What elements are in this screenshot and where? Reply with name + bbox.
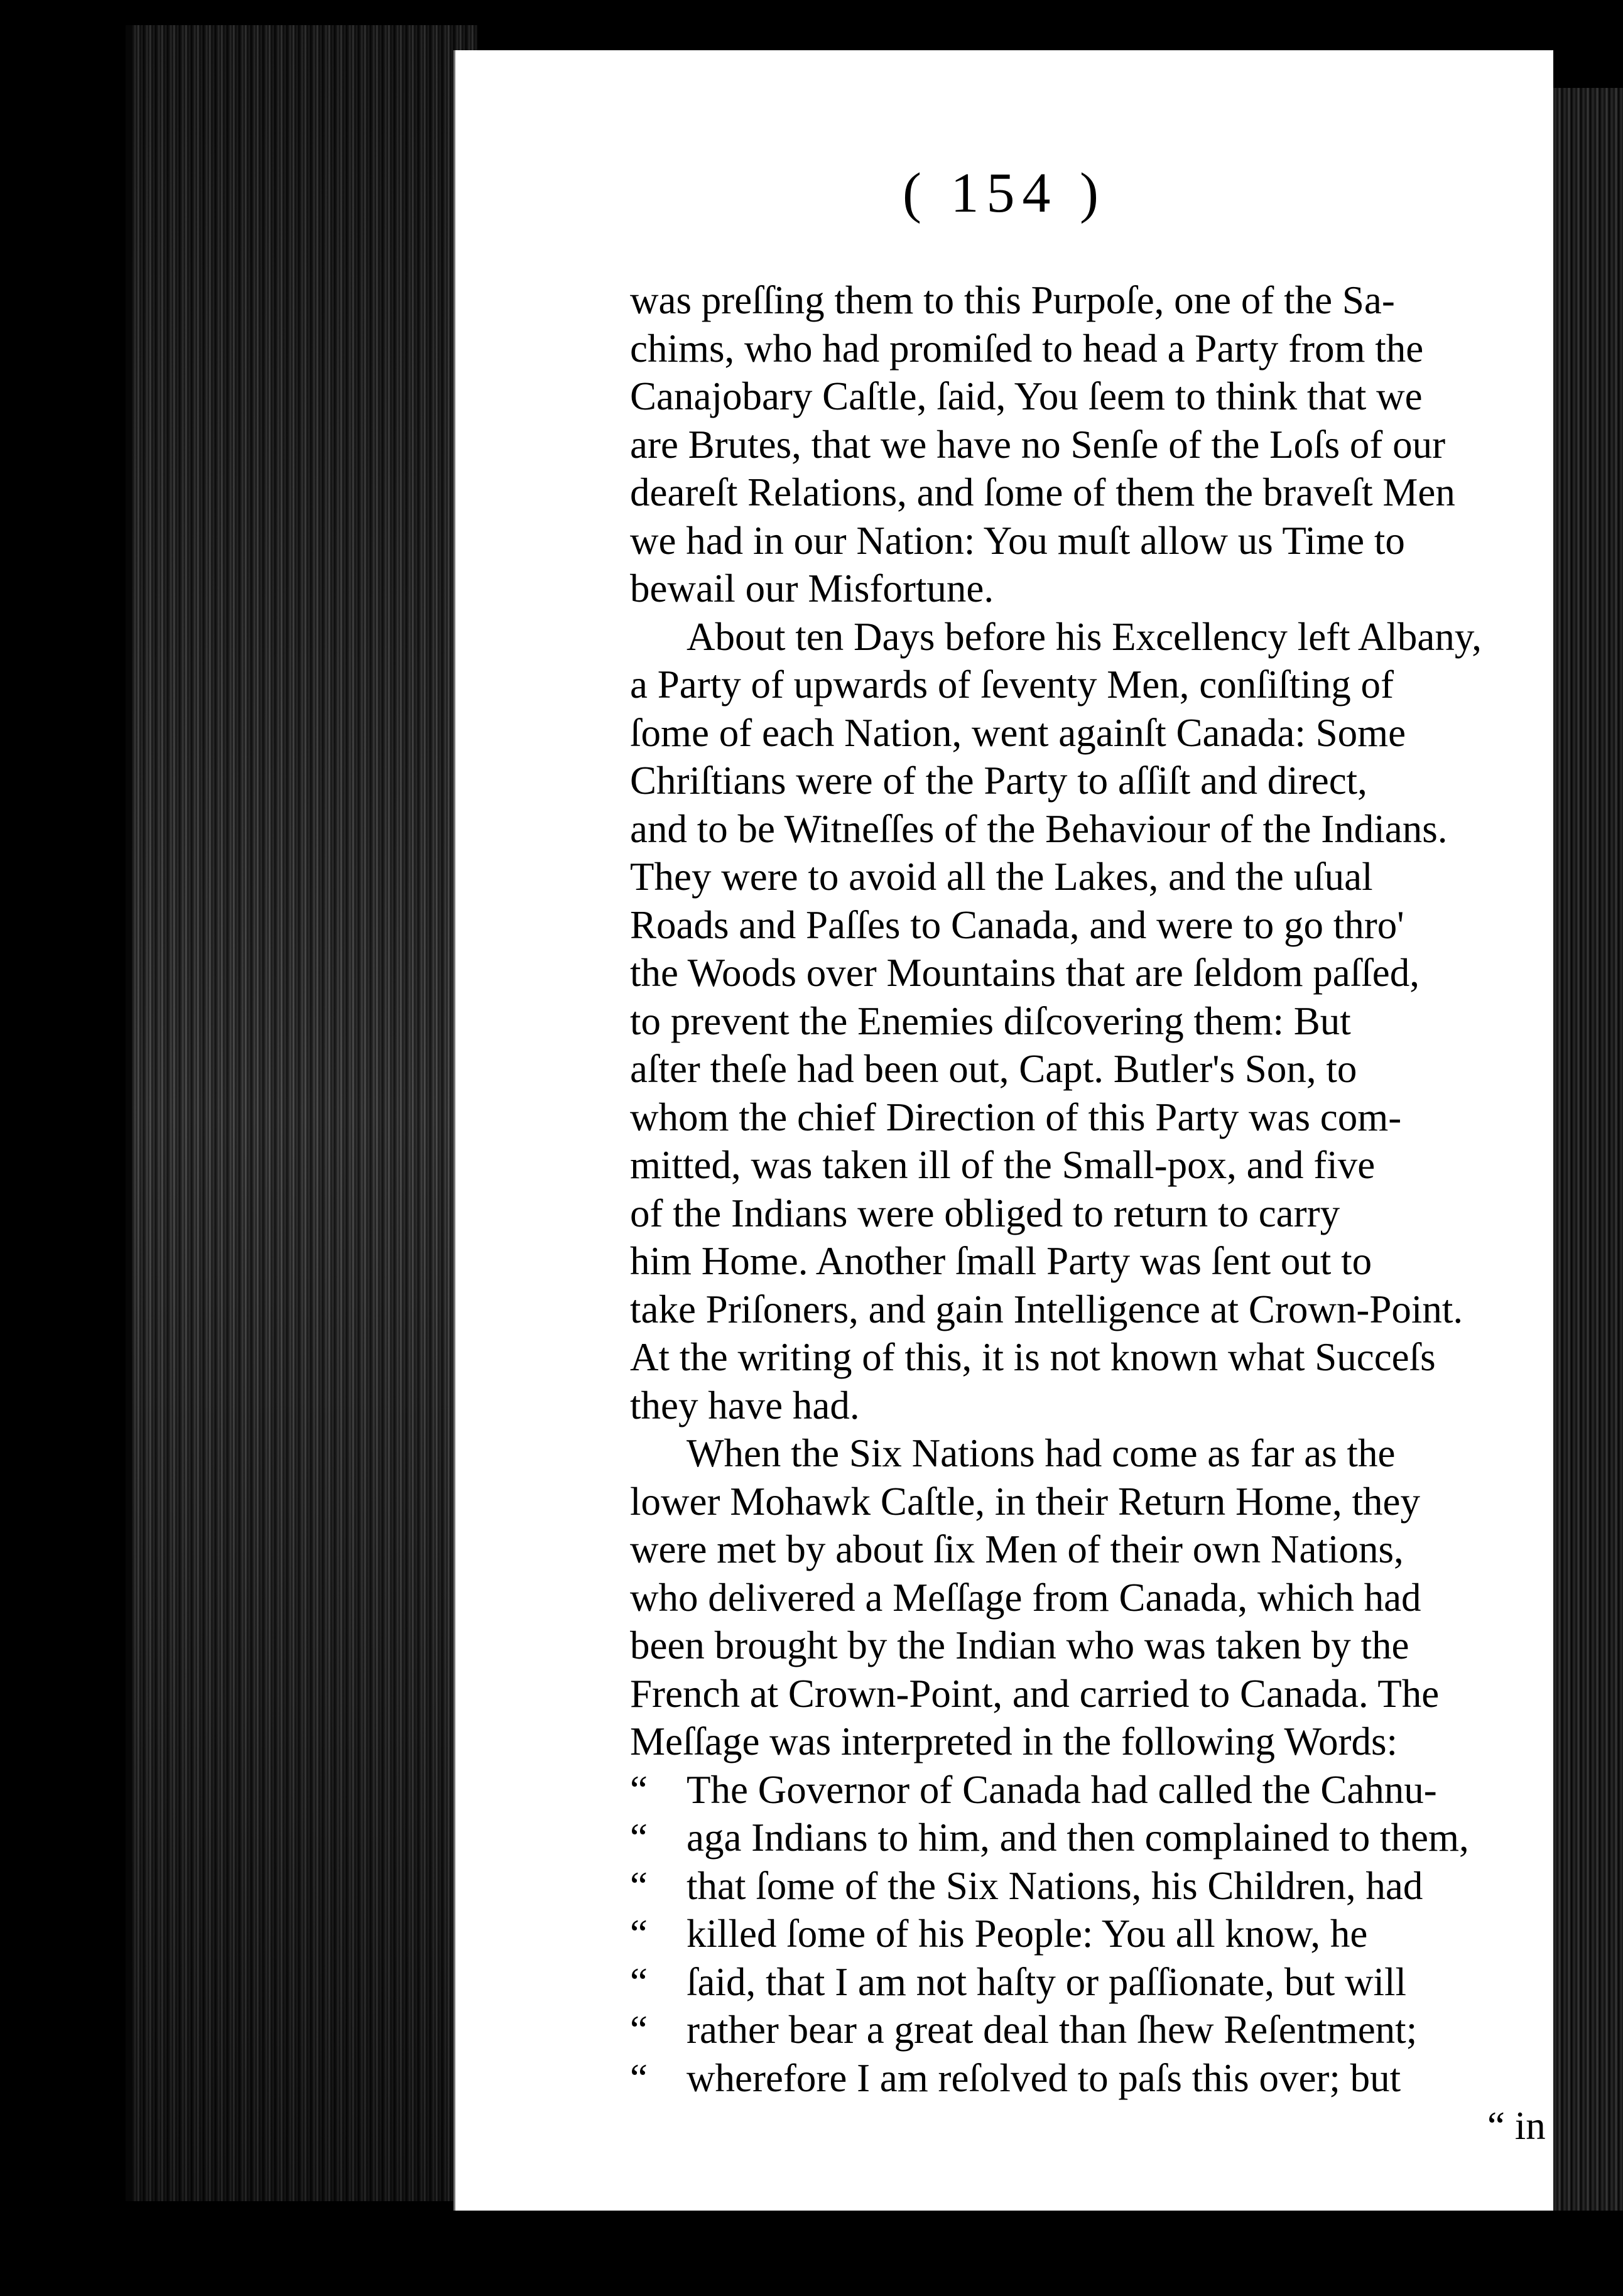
quote-text: wherefore I am reſolved to paſs this over; but [687,2055,1401,2100]
quote-line [630,1958,1553,2006]
body-text [630,276,1553,2150]
text-line: they have had. [630,1383,860,1427]
page-number: ( 154 ) [903,162,1106,224]
text-line: was preſſing them to this Purpoſe, one of the Sa- [630,278,1395,322]
text-line: lower Mohawk Caſtle, in their Return Home, they [630,1479,1420,1524]
text-line: been brought by the Indian who was taken by the [630,1623,1409,1667]
text-line: They were to avoid all the Lakes, and the uſual [630,855,1373,899]
text-line: the Woods over Mountains that are ſeldom paſſed, [630,951,1419,995]
text-line: who delivered a Meſſage from Canada, which had [630,1575,1421,1620]
text-line: bewail our Misfortune. [630,566,994,610]
quote-mark: “ [630,1816,648,1860]
quote-mark: “ [630,1912,648,1956]
quotation [630,1766,1553,2103]
text-line: Roads and Paſſes to Canada, and were to go thro' [630,902,1404,947]
quote-text: ſaid, that I am not haſty or paſſionate, but will [687,1959,1406,2004]
text-line: About ten Days before his Excellency left Albany, [687,614,1482,659]
text-line: of the Indians were obliged to return to carry [630,1191,1340,1235]
quote-mark: “ [630,2008,648,2052]
text-line: Canajobary Caſtle, ſaid, You ſeem to think that we [630,374,1423,418]
text-line: When the Six Nations had come as far as the [687,1431,1396,1475]
text-line: to prevent the Enemies diſcovering them: But [630,999,1351,1043]
text-line: and to be Witneſſes of the Behaviour of the Indians. [630,806,1448,851]
text-line: take Priſoners, and gain Intelligence at Crown-Point. [630,1287,1463,1331]
catchword: “ in [1487,2104,1546,2148]
quote-line [630,1862,1553,1910]
paragraph [630,1429,1553,1766]
text-line: were met by about ſix Men of their own Nations, [630,1527,1404,1571]
text-line: we had in our Nation: You muſt allow us Time to [630,518,1405,563]
paragraph [630,613,1553,1430]
text-line: deareſt Relations, and ſome of them the braveſt Men [630,470,1455,514]
quote-mark: “ [630,1767,648,1812]
quote-line [630,2054,1553,2103]
text-line: Meſſage was interpreted in the following Words: [630,1719,1398,1763]
text-line: chims, who had promiſed to head a Party from the [630,326,1424,371]
text-line: French at Crown-Point, and carried to Canada. The [630,1671,1440,1716]
text-line: ſome of each Nation, went againſt Canada: Some [630,710,1406,755]
text-line: a Party of upwards of ſeventy Men, conſiſting of [630,663,1394,707]
quote-text: The Governor of Canada had called the Cahnu- [687,1767,1437,1812]
text-line: At the writing of this, it is not known what Succeſs [630,1335,1436,1379]
quote-mark: “ [630,1959,648,2004]
quote-line [630,1814,1553,1862]
text-line: him Home. Another ſmall Party was ſent out to [630,1239,1372,1283]
book-page [453,50,1553,2211]
quote-line [630,1910,1553,1958]
quote-line [630,1766,1553,1814]
text-line: are Brutes, that we have no Senſe of the Loſs of our [630,422,1446,467]
quote-text: aga Indians to him, and then complained to them, [687,1816,1469,1860]
text-line: aſter theſe had been out, Capt. Butler's Son, to [630,1047,1357,1091]
quote-mark: “ [630,2055,648,2100]
text-line: Chriſtians were of the Party to aſſiſt and direct, [630,759,1367,803]
quote-text: rather bear a great deal than ſhew Reſentment; [687,2008,1418,2052]
paragraph [630,276,1553,613]
text-line: whom the chief Direction of this Party was com- [630,1095,1402,1139]
quote-line [630,2006,1553,2054]
quote-text: killed ſome of his People: You all know, he [687,1912,1368,1956]
text-line: mitted, was taken ill of the Small-pox, and five [630,1143,1376,1187]
quote-mark: “ [630,1863,648,1908]
book-page-edges [126,25,477,2201]
quote-text: that ſome of the Six Nations, his Children, had [687,1863,1423,1908]
